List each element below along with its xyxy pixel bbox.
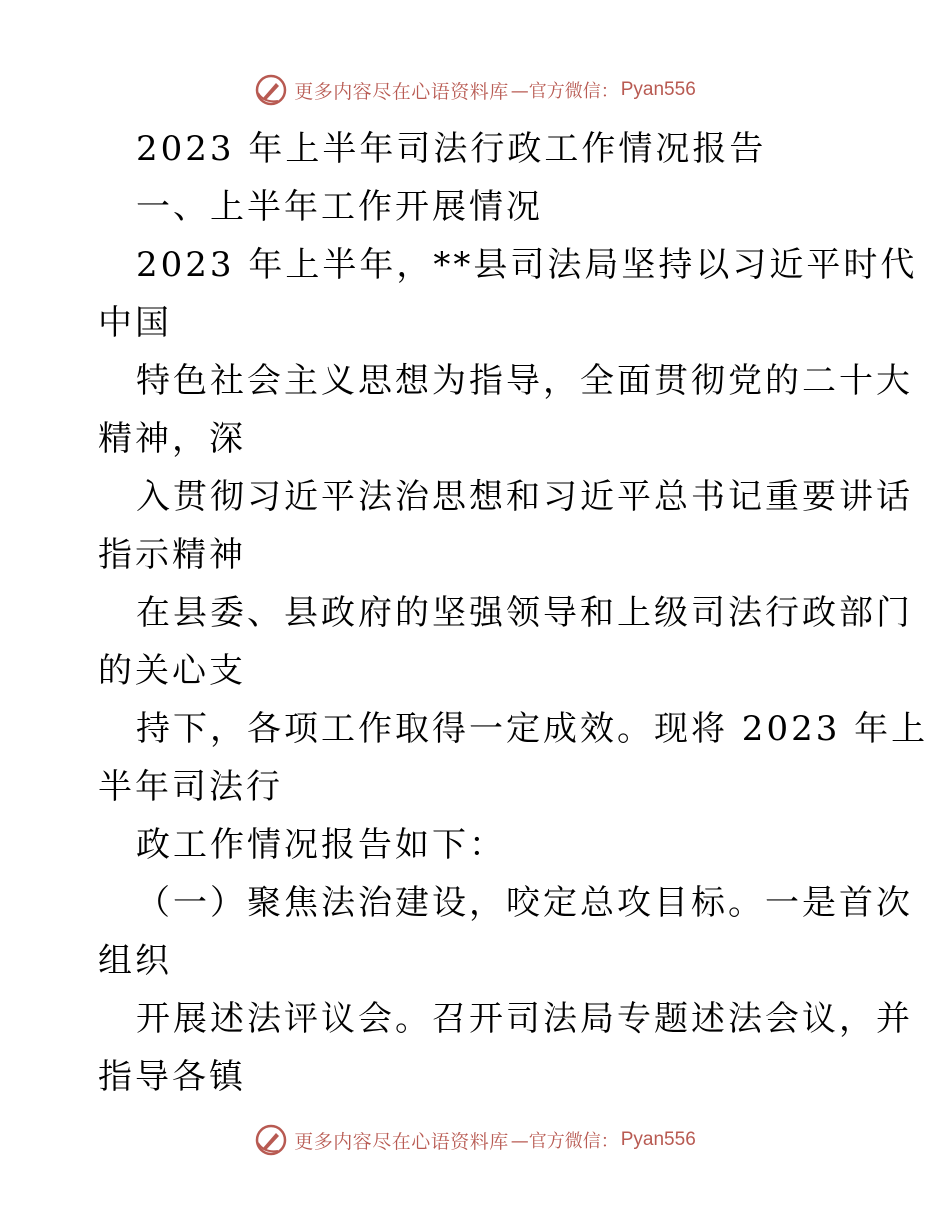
pen-logo-icon — [254, 73, 288, 107]
footer-watermark — [0, 1122, 950, 1158]
document-line: 在县委、县政府的坚强领导和上级司法行政部门 — [136, 593, 913, 633]
watermark-text: 更多内容尽在心语资料库 — [294, 1130, 509, 1153]
document-line: 2023 年上半年，**县司法局坚持以习近平时代 — [136, 245, 918, 285]
document-line: 指示精神 — [98, 535, 246, 575]
document-line: （一）聚焦法治建设，咬定总攻目标。一是首次 — [136, 883, 913, 923]
document-line: 的关心支 — [98, 651, 246, 691]
watermark-wechat-id: Pyan556 — [620, 79, 696, 100]
document-line: 一、上半年工作开展情况 — [136, 187, 543, 227]
document-line: 入贯彻习近平法治思想和习近平总书记重要讲话 — [136, 477, 913, 517]
document-line: 组织 — [98, 941, 172, 981]
header-watermark — [0, 72, 950, 108]
watermark-separator: —官方微信： — [510, 81, 619, 102]
document-line: 政工作情况报告如下： — [136, 825, 506, 865]
document-line: 半年司法行 — [98, 767, 283, 807]
document-line: 开展述法评议会。召开司法局专题述法会议，并 — [136, 999, 913, 1039]
document-line: 特色社会主义思想为指导，全面贯彻党的二十大 — [136, 361, 913, 401]
watermark-text: 更多内容尽在心语资料库 — [294, 80, 509, 103]
document-line: 2023 年上半年司法行政工作情况报告 — [136, 129, 767, 169]
pen-logo-icon — [254, 1123, 288, 1157]
watermark-wechat-id: Pyan556 — [620, 1129, 696, 1150]
document-line: 精神，深 — [98, 419, 246, 459]
document-line: 指导各镇 — [98, 1057, 246, 1097]
document-line: 持下，各项工作取得一定成效。现将 2023 年上 — [136, 709, 929, 749]
watermark-separator: —官方微信： — [510, 1131, 619, 1152]
document-body — [98, 120, 929, 1106]
document-line: 中国 — [98, 303, 172, 343]
